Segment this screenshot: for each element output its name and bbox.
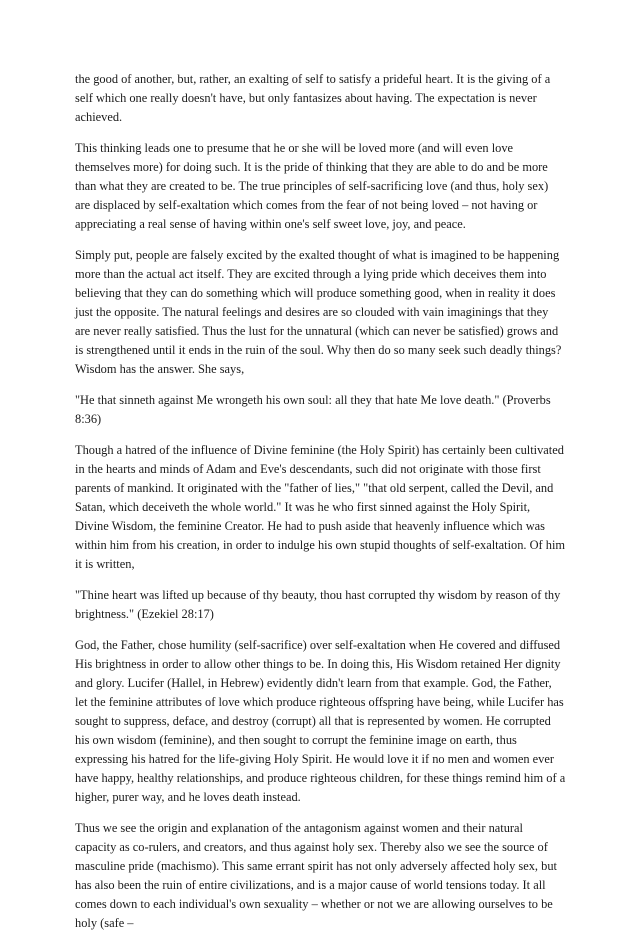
quote-proverbs: "He that sinneth against Me wrongeth his own soul: all they that hate Me love death." (Proverbs 8:36) [75,393,551,426]
paragraph-5: God, the Father, chose humility (self-sacrifice) over self-exaltation when He covered and diffused His brightness in order to allow other things to be. In doing this, His Wisdom retained Her dignity and glory. Lucifer (Hallel, in Hebrew) evidently didn't learn from that example. God, the Father, let the feminine attributes of love which produce righteous offspring have being, while Lucifer has sought to suppress, deface, and destroy (corrupt) all that is represented by women. He corrupted his own wisdom (feminine), and then sought to corrupt the feminine image on earth, thus expressing his hatred for the life-giving Holy Spirit. He would love it if no men and women ever have happy, healthy relationships, and produce righteous children, for these things remind him of a higher, purer way, and he loves death instead. [75,638,566,804]
paragraph-3: Simply put, people are falsely excited by the exalted thought of what is imagined to be happening more than the actual act itself. They are excited through a lying pride which deceives them into believing that they can do something which will produce something good, when in reality it does just the opposite. The natural feelings and desires are so clouded with vain imaginings that they are never really satisfied. Thus the lust for the unnatural (which can never be satisfied) grows and is strengthened until it ends in the ruin of the soul. Why then do so many seek such deadly things? Wisdom has the answer. She says, [75,248,562,376]
paragraph-2: This thinking leads one to presume that he or she will be loved more (and will even love themselves more) for doing such. It is the pride of thinking that they are able to do and be more than what they are created to be. The true principles of self-sacrificing love (and thus, holy sex) are displaced by self-exaltation which comes from the fear of not being loved – not having or appreciating a real sense of having within one's self sweet love, joy, and peace. [75,141,549,231]
paragraph-4: Though a hatred of the influence of Divine feminine (the Holy Spirit) has certainly been cultivated in the hearts and minds of Adam and Eve's descendants, such did not originate with those first parents of mankind. It originated with the "father of lies," "that old serpent, called the Devil, and Satan, which deceiveth the whole world." It was he who first sinned against the Holy Spirit, Divine Wisdom, the feminine Creator. He had to push aside that heavenly influence which was within him from his creation, in order to indulge his own stupid thoughts of self-exaltation. Of him it is written, [75,443,566,571]
paragraph-6: Thus we see the origin and explanation of the antagonism against women and their natural capacity as co-rulers, and creators, and thus against holy sex. Thereby also we see the source of masculine pride (machismo). This same errant spirit has not only adversely affected holy sex, but has also been the ruin of entire civilizations, and is a major cause of world tensions today. It all comes down to each individual's own sexuality – whether or not we are allowing ourselves to be holy (safe – [75,821,557,930]
quote-ezekiel: "Thine heart was lifted up because of thy beauty, thou hast corrupted thy wisdom by reason of thy brightness." (Ezekiel 28:17) [75,588,561,621]
paragraph-1: the good of another, but, rather, an exalting of self to satisfy a prideful heart. It is the giving of a self which one really doesn't have, but only fantasizes about having. The expectation is never achieved. [75,72,551,124]
